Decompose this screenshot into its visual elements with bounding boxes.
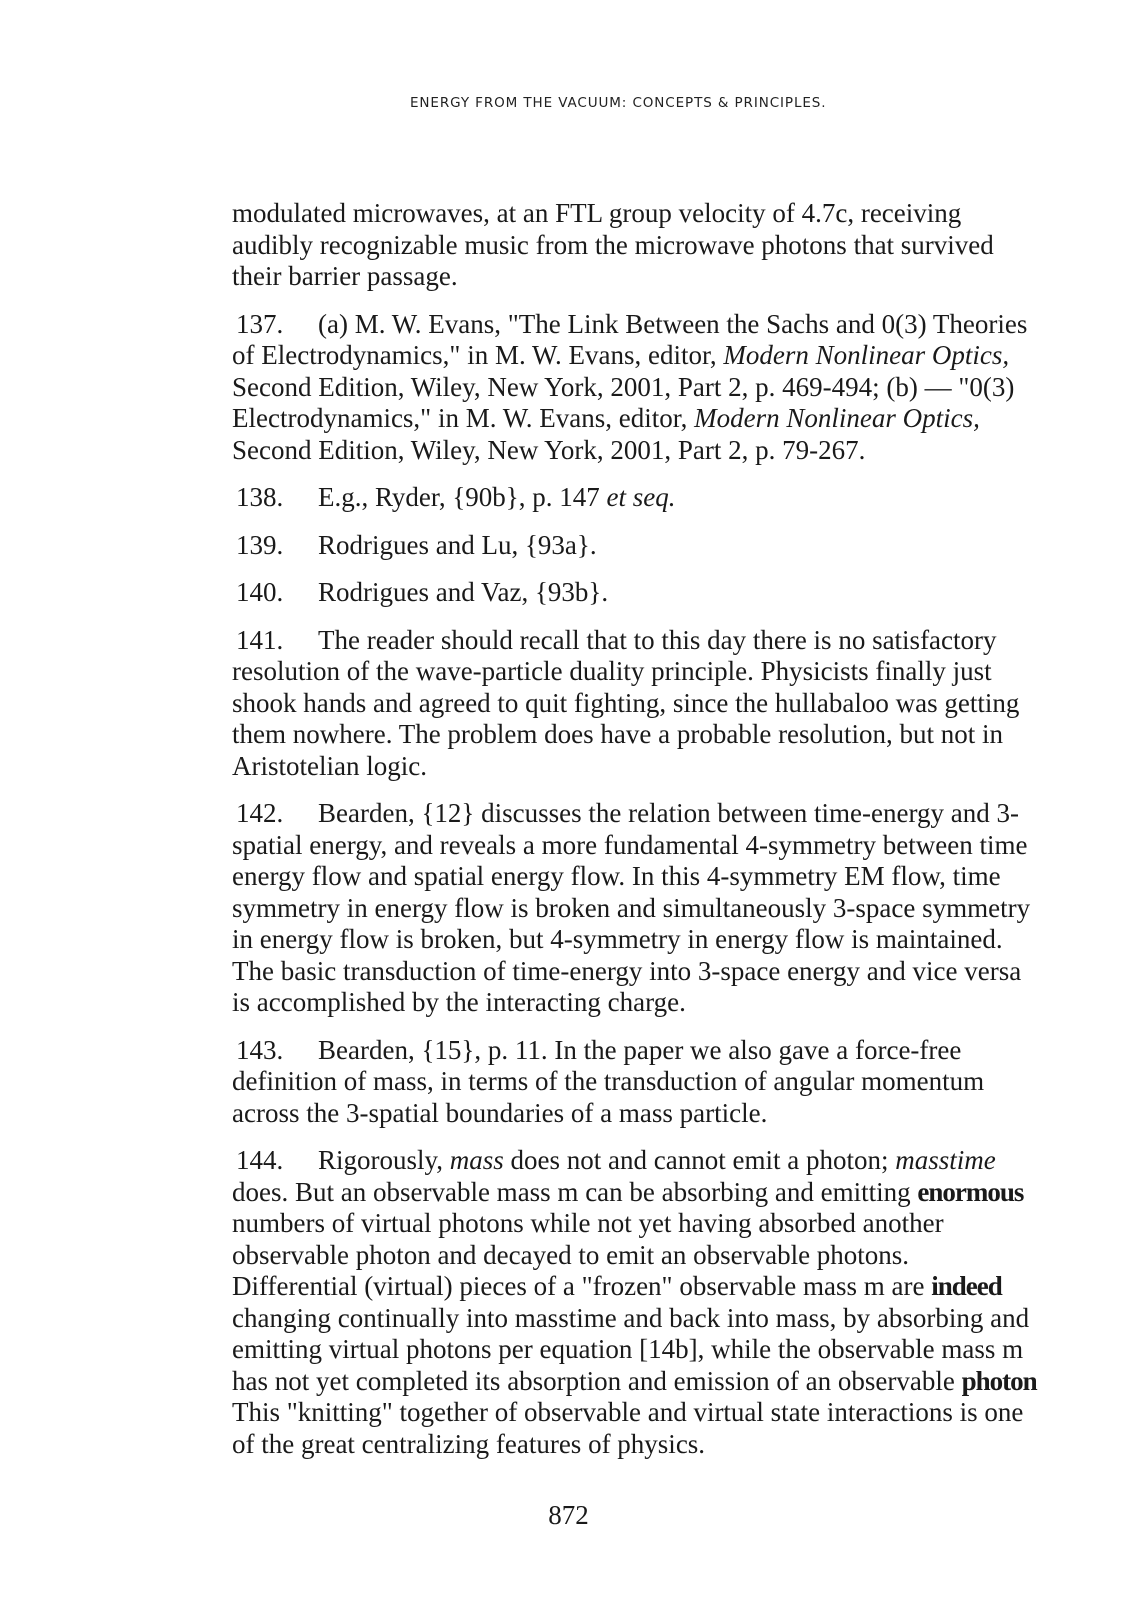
note-line: changing continually into masstime and back into mass, by absorbing and	[232, 1302, 1030, 1333]
book-title: Modern Nonlinear Optics,	[723, 340, 1010, 370]
note-line: This "knitting" together of observable and virtual state interactions is one	[232, 1397, 1024, 1427]
note-italic: masstime	[895, 1145, 996, 1175]
note-137	[232, 309, 1082, 467]
note-number: 138.	[236, 482, 284, 512]
note-140	[232, 577, 1082, 609]
note-line: is accomplished by the interacting charge.	[232, 987, 686, 1017]
note-line: them nowhere. The problem does have a probable resolution, but not in	[232, 719, 1004, 749]
note-line: modulated microwaves, at an FTL group velocity of 4.7c, receiving	[232, 198, 962, 228]
note-italic: et seq.	[606, 482, 676, 512]
note-number: 140.	[236, 577, 284, 607]
note-text: has not yet completed its absorption and emission of an observable	[232, 1365, 962, 1396]
note-line: resolution of the wave-particle duality principle. Physicists finally just	[232, 656, 992, 686]
note-text: Rigorously,	[318, 1145, 450, 1175]
note-line: The basic transduction of time-energy into 3-space energy and vice versa	[232, 955, 1022, 986]
running-header: ENERGY FROM THE VACUUM: CONCEPTS & PRINCIPLES.	[410, 95, 827, 111]
note-italic: mass	[449, 1145, 504, 1175]
note-number: 137.	[236, 308, 284, 339]
note-line: energy flow and spatial energy flow. In this 4-symmetry EM flow, time	[232, 861, 1001, 891]
note-text: Rodrigues and Vaz, {93b}.	[318, 577, 609, 607]
page-number: 872	[548, 1500, 589, 1530]
note-continuation	[232, 198, 1082, 293]
note-line: Aristotelian logic.	[232, 750, 427, 781]
note-bold: enormous	[917, 1176, 1024, 1207]
note-bold: indeed	[931, 1271, 1002, 1301]
note-number: 143.	[236, 1034, 284, 1065]
note-line: audibly recognizable music from the microwave photons that survived	[232, 229, 994, 260]
note-line: in energy flow is broken, but 4-symmetry in energy flow is maintained.	[232, 924, 1003, 954]
note-text: E.g., Ryder, {90b}, p. 147	[318, 482, 607, 512]
note-line: their barrier passage.	[232, 261, 458, 291]
note-line: emitting virtual photons per equation [14b], while the observable mass m	[232, 1334, 1024, 1364]
note-line: Second Edition, Wiley, New York, 2001, Part 2, p. 469-494; (b) — "0(3)	[232, 371, 1015, 402]
note-line: Bearden, {15}, p. 11. In the paper we also gave a force-free	[318, 1034, 962, 1065]
note-number: 139.	[236, 529, 284, 560]
note-line: Second Edition, Wiley, New York, 2001, Part 2, p. 79-267.	[232, 434, 866, 465]
note-142	[232, 798, 1082, 1019]
book-title: Modern Nonlinear Optics,	[694, 403, 980, 433]
note-bold: photon	[961, 1365, 1037, 1396]
note-143	[232, 1035, 1082, 1130]
note-line: across the 3-spatial boundaries of a mass particle.	[232, 1097, 768, 1128]
note-line: shook hands and agreed to quit fighting, since the hullabaloo was getting	[232, 687, 1020, 718]
note-141	[232, 625, 1082, 783]
note-line: Electrodynamics," in M. W. Evans, editor,	[232, 403, 695, 433]
note-number: 144.	[236, 1145, 284, 1175]
note-line: numbers of virtual photons while not yet having absorbed another	[232, 1208, 944, 1238]
note-number: 142.	[236, 798, 284, 828]
note-line: definition of mass, in terms of the transduction of angular momentum	[232, 1066, 985, 1096]
note-text: Rodrigues and Lu, {93a}.	[318, 529, 597, 560]
note-text: Differential (virtual) pieces of a "frozen" observable mass m are	[232, 1271, 932, 1301]
note-line: Bearden, {12} discusses the relation between time-energy and 3-	[318, 798, 1019, 828]
note-139	[232, 530, 1082, 562]
note-line: of the great centralizing features of physics.	[232, 1428, 706, 1459]
note-text: does. But an observable mass m can be absorbing and emitting	[232, 1176, 918, 1207]
note-line: (a) M. W. Evans, "The Link Between the Sachs and 0(3) Theories	[318, 308, 1028, 339]
note-138	[232, 482, 1082, 514]
note-line: symmetry in energy flow is broken and simultaneously 3-space symmetry	[232, 892, 1031, 923]
note-text: does not and cannot emit a photon;	[503, 1145, 896, 1175]
note-number: 141.	[236, 624, 284, 655]
note-144	[232, 1145, 1082, 1460]
note-line: of Electrodynamics," in M. W. Evans, editor,	[232, 340, 724, 370]
note-line: observable photon and decayed to emit an observable photons.	[232, 1239, 910, 1270]
note-line: spatial energy, and reveals a more fundamental 4-symmetry between time	[232, 829, 1028, 860]
notes-body	[232, 198, 1082, 1476]
note-line: The reader should recall that to this day there is no satisfactory	[318, 624, 997, 655]
